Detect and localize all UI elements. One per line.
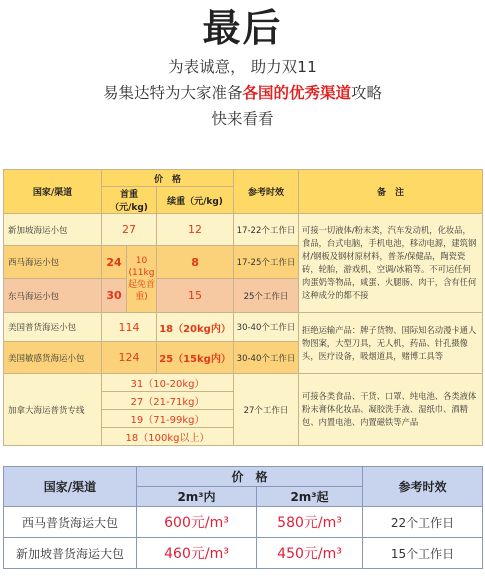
header-volume-under: 2m³内 <box>137 487 257 507</box>
row-name: 新加坡海运小包 <box>4 214 102 246</box>
header-price: 价 格 <box>137 467 363 487</box>
row-name: 美国敏感货海运小包 <box>4 342 102 374</box>
row-price-2: 450元/m³ <box>257 538 363 569</box>
row-first: 30 <box>102 279 127 313</box>
row-note: 可接各类食品、干货、口罩、纯电池、各类液体粉末膏体化妆品、凝胶洗手液、湿纸巾、酒精包、内置电池、内置磁铁等产品 <box>299 374 483 446</box>
page-title: 最后 <box>202 6 283 50</box>
row-cont: 15 <box>157 279 234 313</box>
table-row <box>4 313 483 342</box>
row-price-1: 460元/m³ <box>137 538 257 569</box>
row-first-extra: 10 (11kg 起免首 重) <box>127 246 157 313</box>
row-time: 27个工作日 <box>234 374 299 446</box>
row-name: 东马海运小包 <box>4 279 102 313</box>
header-time: 参考时效 <box>234 170 299 214</box>
row-time: 15个工作日 <box>363 538 483 569</box>
table-row <box>4 507 483 538</box>
row-cont: 12 <box>157 214 234 246</box>
canada-price-3: 19（71-99kg） <box>102 410 234 428</box>
header-price-span: 价 格 <box>102 170 234 187</box>
row-note: 拒绝运输产品：牌子货物、国际知名动漫卡通人物图案，大型刀具，无人机，药品、针孔摄像头，医疗设备，吸烟道具，赌博工具等 <box>299 313 483 374</box>
subtitle-post: 攻略 <box>351 84 383 102</box>
row-time: 17-22个工作日 <box>234 214 299 246</box>
canada-price-4: 18（100kg以上） <box>102 428 234 446</box>
header-volume-over: 2m³起 <box>257 487 363 507</box>
canada-price-1: 31（10-20kg） <box>102 374 234 392</box>
table-row <box>4 538 483 569</box>
subtitle-highlight: 各国的优秀渠道 <box>242 84 351 102</box>
header-continued-weight: 续重（元/kg) <box>157 187 234 214</box>
subtitle-line-3: 快来看看 <box>211 110 274 128</box>
table-row <box>4 374 483 392</box>
row-first: 124 <box>102 342 157 374</box>
row-cont: 8 <box>157 246 234 279</box>
header-first-weight: 首重（元/kg) <box>102 187 157 214</box>
large-parcel-table <box>3 466 483 569</box>
row-first: 24 <box>102 246 127 279</box>
row-note: 可接一切液体/粉末类，汽车发动机，化妆品，食品，台式电脑，手机电池，移动电源，建筑钢材/钢板及钢材原材料，普茶/保健品，陶瓷瓷砖，轮胎，游戏机，空调/冰箱等。不可运任何肉蛋奶等物品，咸蛋、火腿肠、肉干，含有任何这种成分的都不接 <box>299 214 483 313</box>
row-time: 30-40个工作日 <box>234 313 299 342</box>
row-time: 25个工作日 <box>234 279 299 313</box>
row-time: 17-25个工作日 <box>234 246 299 279</box>
row-price-1: 600元/m³ <box>137 507 257 538</box>
header-note: 备 注 <box>299 170 483 214</box>
subtitle-pre: 易集达特为大家准备 <box>102 84 243 102</box>
row-name: 西马普货海运大包 <box>4 507 137 538</box>
row-first: 27 <box>102 214 157 246</box>
header-time: 参考时效 <box>363 467 483 507</box>
row-price-2: 580元/m³ <box>257 507 363 538</box>
canada-price-2: 27（21-71kg） <box>102 392 234 410</box>
row-name: 美国普货海运小包 <box>4 313 102 342</box>
row-name: 加拿大海运普货专线 <box>4 374 102 446</box>
small-parcel-table <box>3 169 483 446</box>
subtitle-line-2 <box>0 80 485 106</box>
row-time: 22个工作日 <box>363 507 483 538</box>
subtitle-line-1: 为表诚意， 助力双11 <box>168 58 317 76</box>
row-cont: 25（15kg内） <box>157 342 234 374</box>
row-time: 30-40个工作日 <box>234 342 299 374</box>
row-name: 新加坡普货海运大包 <box>4 538 137 569</box>
row-cont: 18（20kg内） <box>157 313 234 342</box>
header-country: 国家/渠道 <box>4 467 137 507</box>
row-name: 西马海运小包 <box>4 246 102 279</box>
header-country: 国家/渠道 <box>4 170 102 214</box>
table-row <box>4 214 483 246</box>
header <box>0 2 485 132</box>
row-first: 114 <box>102 313 157 342</box>
